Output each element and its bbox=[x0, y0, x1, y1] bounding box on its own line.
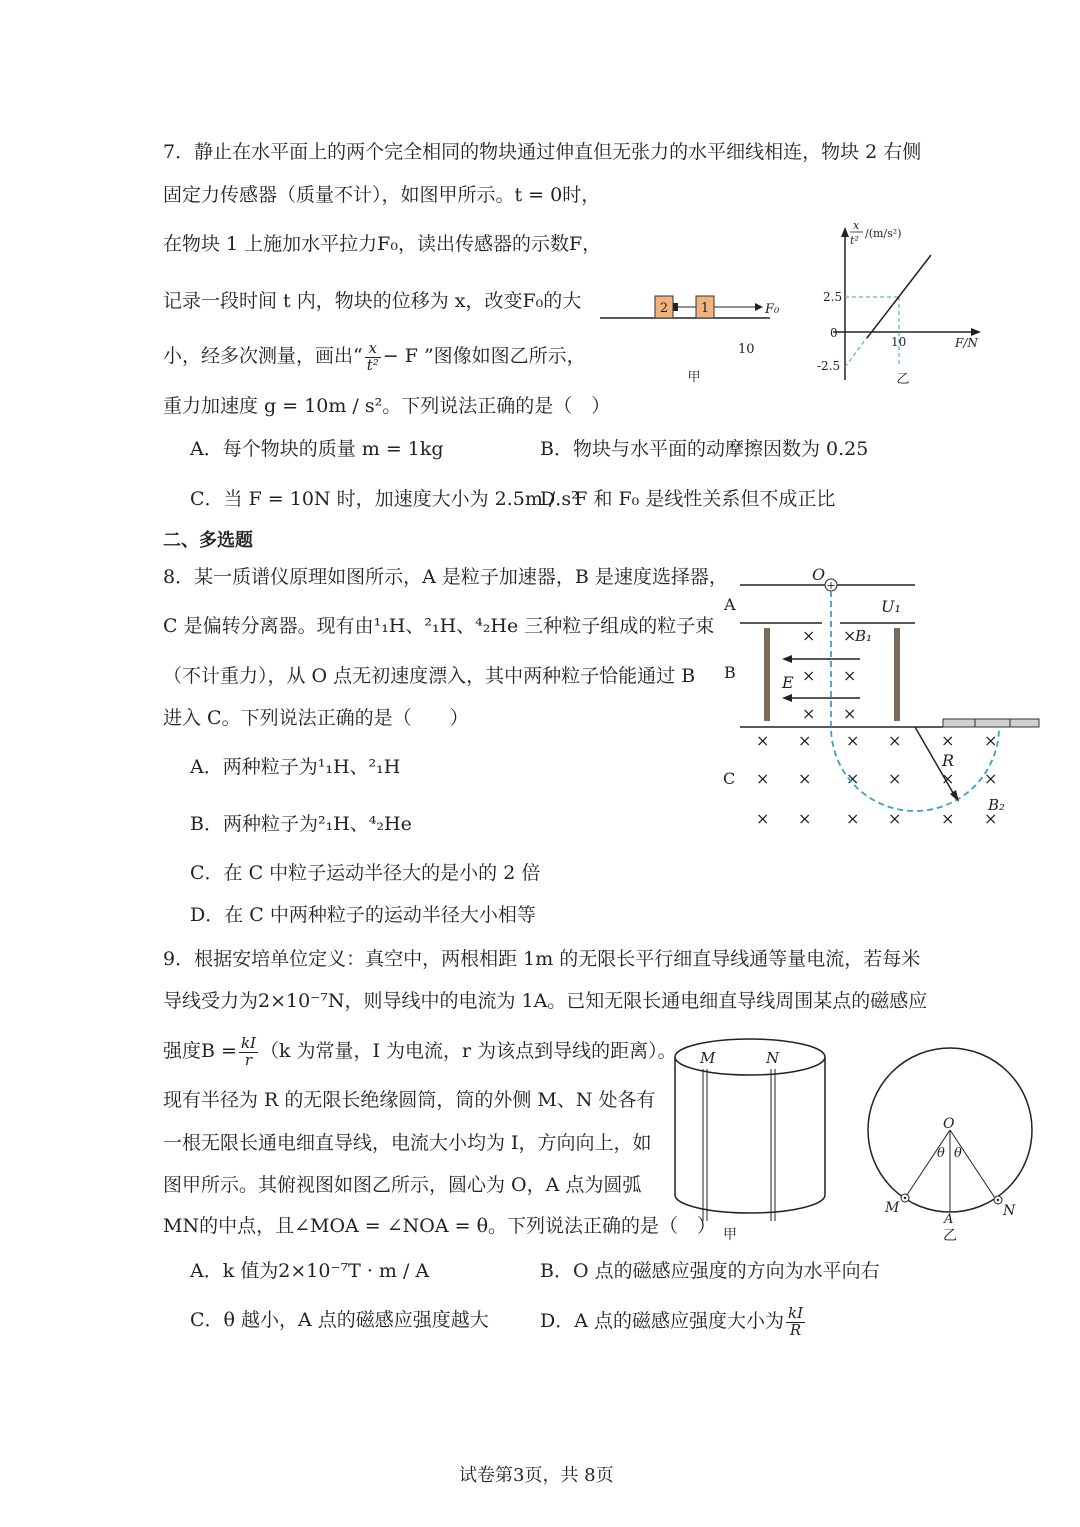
q9-fraction bbox=[239, 1033, 258, 1069]
q7-line-1: 7．静止在水平面上的两个完全相同的物块通过伸直但无张力的水平细线相连，物块 2 右侧 bbox=[163, 141, 922, 163]
wire-m-dot-center bbox=[904, 1197, 906, 1199]
field-x: × bbox=[888, 731, 902, 750]
tick-x: 10 bbox=[891, 335, 907, 349]
q9-option-c[interactable]: C．θ 越小，A 点的磁感应强度越大 bbox=[190, 1309, 489, 1331]
label-a: A bbox=[944, 1212, 954, 1227]
label-b1: B₁ bbox=[855, 627, 873, 645]
q9-line-5: 一根无限长通电细直导线，电流大小均为 I，方向向上，如 bbox=[163, 1132, 652, 1154]
plus-sign: + bbox=[826, 579, 836, 592]
label-e: E bbox=[782, 673, 794, 692]
q8-line-1: 8．某一质谱仪原理如图所示，A 是粒子加速器，B 是速度选择器， bbox=[163, 566, 728, 588]
q7-line-2: 固定力传感器（质量不计），如图甲所示。t = 0时， bbox=[163, 184, 601, 206]
q7-line-5-post: − F ”图像如图乙所示， bbox=[382, 345, 586, 367]
x-label: F/N bbox=[955, 336, 978, 350]
block-1-label: 1 bbox=[700, 301, 710, 316]
q9-line-3-pre: 强度B = bbox=[163, 1040, 237, 1062]
e-field-arrow-1 bbox=[782, 655, 792, 663]
label-u1: U₁ bbox=[881, 597, 901, 616]
q9-figure-b bbox=[860, 1040, 1050, 1245]
q7-option-b[interactable]: B．物块与水平面的动摩擦因数为 0.25 bbox=[540, 438, 869, 460]
figure-a-caption: 甲 bbox=[687, 370, 701, 385]
field-x: × bbox=[843, 704, 857, 723]
q7-frac-num: x bbox=[365, 341, 381, 358]
field-x: × bbox=[846, 809, 860, 828]
figure-a-caption: 甲 bbox=[723, 1227, 737, 1243]
q7-option-d[interactable]: D．F 和 F₀ 是线性关系但不成正比 bbox=[540, 488, 836, 510]
force-sensor bbox=[673, 303, 678, 311]
cylinder-top bbox=[675, 1039, 825, 1075]
y-arrowhead bbox=[841, 227, 849, 237]
q8-option-b[interactable]: B．两种粒子为²₁H、⁴₂He bbox=[190, 813, 412, 835]
label-b: B bbox=[724, 663, 736, 682]
field-x: × bbox=[756, 731, 770, 750]
stray-label: 10 bbox=[738, 342, 755, 357]
force-label: F₀ bbox=[765, 302, 780, 317]
selector-plate-right bbox=[894, 628, 900, 721]
tick-y-negative: -2.5 bbox=[817, 359, 841, 373]
field-x: × bbox=[941, 769, 955, 788]
q7-line-4: 记录一段时间 t 内，物块的位移为 x，改变F₀的大 bbox=[163, 290, 582, 312]
field-x: × bbox=[798, 809, 812, 828]
field-x: × bbox=[984, 809, 998, 828]
q7-figure-b bbox=[805, 215, 985, 385]
q9-figure-a bbox=[670, 1035, 840, 1245]
q7-line-5 bbox=[163, 336, 586, 376]
field-x: × bbox=[888, 809, 902, 828]
label-c: C bbox=[723, 769, 736, 788]
y-label-num: x bbox=[853, 219, 860, 232]
q9-option-d-den: R bbox=[789, 1320, 802, 1339]
q9-frac-den: r bbox=[244, 1050, 253, 1069]
field-x: × bbox=[798, 731, 812, 750]
label-m: M bbox=[700, 1049, 716, 1067]
e-field-arrow-2 bbox=[782, 694, 792, 702]
x-arrowhead bbox=[971, 328, 981, 336]
figure-b-caption: 乙 bbox=[896, 372, 910, 387]
q9-line-7: MN的中点，且∠MOA = ∠NOA = θ。下列说法正确的是（ ） bbox=[163, 1215, 717, 1237]
field-x: × bbox=[798, 769, 812, 788]
field-x: × bbox=[802, 666, 816, 685]
q9-option-d-text: D．A 点的磁感应强度大小为 bbox=[540, 1310, 784, 1332]
y-label-den: t² bbox=[850, 234, 859, 247]
q8-option-d[interactable]: D．在 C 中两种粒子的运动半径大小相等 bbox=[190, 904, 536, 926]
field-x: × bbox=[941, 809, 955, 828]
block-2-label: 2 bbox=[659, 301, 669, 316]
q7-figure-a bbox=[595, 285, 795, 385]
q8-line-2: C 是偏转分离器。现有由¹₁H、²₁H、⁴₂He 三种粒子组成的粒子束 bbox=[163, 615, 715, 637]
q9-option-a[interactable]: A．k 值为2×10⁻⁷T · m / A bbox=[190, 1260, 430, 1282]
q9-option-d-fraction bbox=[786, 1303, 805, 1339]
field-x: × bbox=[843, 626, 857, 645]
tick-y-positive: 2.5 bbox=[823, 290, 843, 304]
label-o: O bbox=[943, 1116, 955, 1132]
detector-plate bbox=[943, 719, 1039, 727]
q9-line-1: 9．根据安培单位定义：真空中，两根相距 1m 的无限长平行细直导线通等量电流，若每米 bbox=[163, 948, 921, 970]
label-m: M bbox=[885, 1200, 900, 1216]
figure-b-caption: 乙 bbox=[943, 1228, 957, 1244]
q8-option-c[interactable]: C．在 C 中粒子运动半径大的是小的 2 倍 bbox=[190, 862, 541, 884]
q9-line-3 bbox=[163, 1030, 677, 1072]
field-x: × bbox=[984, 769, 998, 788]
wire-n-dot-center bbox=[997, 1199, 999, 1201]
field-x: × bbox=[802, 704, 816, 723]
field-x: × bbox=[941, 731, 955, 750]
label-o: O bbox=[812, 565, 826, 584]
label-n: N bbox=[1003, 1203, 1016, 1219]
cylinder-bottom bbox=[675, 1195, 825, 1213]
q8-line-4: 进入 C。下列说法正确的是（ ） bbox=[163, 707, 469, 729]
field-x: × bbox=[843, 666, 857, 685]
q7-fraction bbox=[365, 338, 381, 374]
q8-option-a[interactable]: A．两种粒子为¹₁H、²₁H bbox=[190, 756, 401, 778]
field-x: × bbox=[756, 769, 770, 788]
field-x: × bbox=[756, 809, 770, 828]
q9-line-3-post: （k 为常量，I 为电流，r 为该点到导线的距离）。 bbox=[259, 1040, 677, 1062]
q9-line-4: 现有半径为 R 的无限长绝缘圆筒，筒的外侧 M、N 处各有 bbox=[163, 1089, 656, 1111]
q9-option-b[interactable]: B．O 点的磁感应强度的方向为水平向右 bbox=[540, 1260, 880, 1282]
label-b2: B₂ bbox=[988, 796, 1006, 814]
page-footer: 试卷第3页，共 8页 bbox=[459, 1465, 614, 1486]
q9-line-2: 导线受力为2×10⁻⁷N，则导线中的电流为 1A。已知无限长通电细直导线周围某点的磁感应 bbox=[163, 990, 928, 1012]
q9-frac-num: kI bbox=[240, 1033, 256, 1052]
field-x: × bbox=[984, 731, 998, 750]
q9-option-d-num: kI bbox=[788, 1303, 804, 1322]
radius-arrowhead bbox=[950, 790, 959, 802]
q9-line-6: 图甲所示。其俯视图如图乙所示，圆心为 O，A 点为圆弧 bbox=[163, 1174, 642, 1196]
field-x: × bbox=[846, 769, 860, 788]
label-theta-right: θ bbox=[954, 1146, 962, 1161]
selector-plate-left bbox=[764, 628, 770, 721]
force-arrowhead bbox=[755, 303, 763, 311]
q8-line-3: （不计重力），从 O 点无初速度漂入，其中两种粒子恰能通过 B bbox=[163, 665, 696, 687]
q7-line-3: 在物块 1 上施加水平拉力F₀，读出传感器的示数F， bbox=[163, 233, 602, 255]
q7-line-5-pre: 小，经多次测量，画出“ bbox=[163, 345, 363, 367]
label-n: N bbox=[766, 1049, 780, 1067]
field-x: × bbox=[846, 731, 860, 750]
label-theta-left: θ bbox=[937, 1146, 945, 1161]
field-x: × bbox=[802, 626, 816, 645]
q9-option-d[interactable] bbox=[540, 1300, 807, 1342]
section-heading: 二、多选题 bbox=[163, 530, 253, 551]
field-x: × bbox=[888, 769, 902, 788]
y-label-unit: /(m/s²) bbox=[865, 227, 902, 240]
label-a: A bbox=[724, 595, 736, 614]
origin-label: 0 bbox=[830, 326, 838, 340]
q7-option-c[interactable]: C．当 F = 10N 时，加速度大小为 2.5m / s² bbox=[190, 488, 579, 510]
q7-frac-den: t² bbox=[366, 355, 379, 374]
q8-figure bbox=[718, 562, 1048, 832]
q7-option-a[interactable]: A．每个物块的质量 m = 1kg bbox=[190, 438, 444, 460]
q7-line-6: 重力加速度 g = 10m / s²。下列说法正确的是（ ） bbox=[163, 395, 611, 417]
label-r: R bbox=[942, 751, 955, 770]
